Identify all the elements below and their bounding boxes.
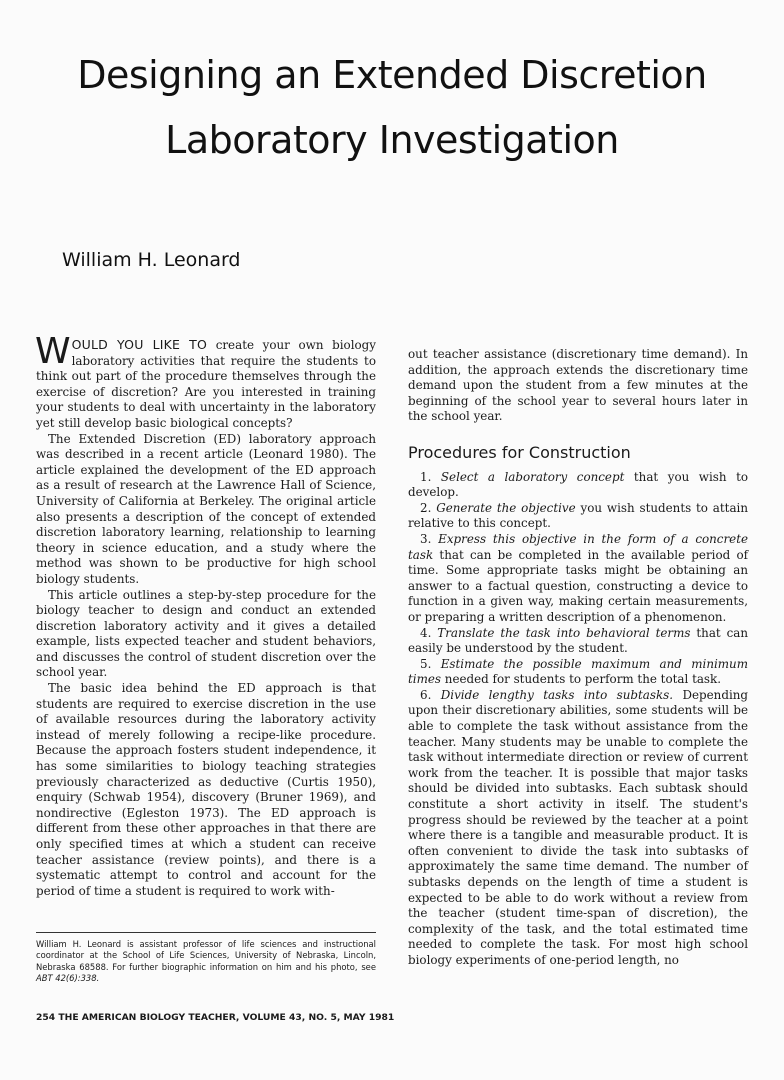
step-emphasis: Express this objective in the form of a concrete task (408, 531, 749, 562)
paragraph: The Extended Discretion (ED) laboratory approach was described in a recent article (Leonard 1980). The article explained the development of the ED approach as a result of research at the Lawrence Hall of Science, University of California at Berkeley. The original article also presents a description of the concept of extended discretion laboratory learning, relationship to learning theory in science education, and a study where the method was shown to be productive for high school biology students. (36, 431, 376, 586)
footnote-divider (36, 932, 376, 933)
paragraph-text: create your own biology laboratory activities that require the students to think out part of the procedure themselves through the exercise of discretion? Are you interested in training your students to deal with uncertainty in the laboratory yet still develop basic biological concepts? (36, 338, 377, 430)
left-column (35, 331, 377, 899)
author-name: William H. Leonard (62, 249, 241, 271)
paragraph: out teacher assistance (discretionary time demand). In addition, the approach extends the discretionary time demand upon the student from a few minutes at the beginning of the school year to several hours later in the school year. (408, 347, 748, 424)
drop-cap: W (35, 331, 71, 372)
step-text: Depending upon their discretionary abilities, some students will be able to complete the task without assistance from the teacher. Many students may be unable to complete the task without intermediate direction or review of current work from the teacher. It is possible that major tasks should be divided into subtasks. Each subtask should constitute a short activity in itself. The student's progress should be reviewed by the teacher at a point where there is a tangible and measurable product. It is often convenient to divide the task into subtasks of approximately the same time demand. The number of subtasks depends on the length of time a student is expected to be able to do work without a review from the teacher (student time-span of discretion), the complexity of the task, and the total estimated time needed to complete the task. For most high school biology experiments of one-period length, no (408, 687, 749, 967)
paragraph (35, 331, 377, 432)
procedure-step (408, 532, 748, 626)
step-text: that can easily be understood by the student. (408, 625, 749, 656)
step-emphasis: Generate the objective (436, 500, 576, 515)
step-number: 4. (420, 625, 432, 640)
footnote-text: William H. Leonard is assistant professor of life sciences and instructional coordinator at the School of Life Sciences, University of Nebraska, Lincoln, Nebraska 68588. For further biographic information on him and his photo, see (36, 939, 376, 972)
step-text: you wish students to attain relative to this concept. (408, 500, 749, 531)
page-footer: 254 THE AMERICAN BIOLOGY TEACHER, VOLUME 43, NO. 5, MAY 1981 (36, 1012, 395, 1023)
step-number: 1. (420, 469, 432, 484)
section-heading: Procedures for Construction (408, 442, 631, 462)
step-number: 5. (420, 656, 432, 671)
article-title-line-2: Laboratory Investigation (165, 118, 619, 162)
author-footnote (36, 939, 376, 985)
step-text: that you wish to develop. (408, 469, 749, 500)
lead-in-caps: OULD YOU LIKE TO (71, 337, 208, 352)
step-text: needed for students to perform the total task. (444, 672, 722, 687)
procedure-step (408, 470, 748, 501)
step-number: 3. (420, 531, 432, 546)
procedure-step (408, 657, 748, 688)
procedure-step (408, 626, 748, 657)
step-number: 6. (420, 687, 432, 702)
right-column (408, 347, 748, 969)
step-emphasis: Select a laboratory concept (440, 469, 625, 484)
procedure-step (408, 501, 748, 532)
step-text: that can be completed in the available period of time. Some appropriate tasks might be obtaining an answer to a factual question, constructing a device to function in a given way, making certain measurements, or preparing a written description of a phenomenon. (408, 547, 749, 624)
footnote-reference: ABT 42(6):338. (36, 973, 100, 984)
article-title-line-1: Designing an Extended Discretion (77, 53, 707, 97)
step-emphasis: Estimate the possible maximum and minimum times (408, 656, 748, 687)
procedure-step (408, 688, 748, 969)
step-emphasis: Divide lengthy tasks into subtasks. (440, 687, 674, 702)
step-number: 2. (420, 500, 432, 515)
step-emphasis: Translate the task into behavioral terms (437, 625, 691, 640)
paragraph: This article outlines a step-by-step procedure for the biology teacher to design and conduct an extended discretion laboratory activity and it gives a detailed example, lists expected teacher and student behaviors, and discusses the control of student discretion over the school year. (36, 587, 376, 680)
paragraph: The basic idea behind the ED approach is that students are required to exercise discretion in the use of available resources during the laboratory activity instead of merely following a recipe-like procedure. Because the approach fosters student independence, it has some similarities to biology teaching strategies previously characterized as deductive (Curtis 1950), enquiry (Schwab 1954), discovery (Bruner 1969), and nondirective (Egleston 1973). The ED approach is different from these other approaches in that there are only specified times at which a student can receive teacher assistance (review points), and there is a systematic attempt to control and account for the period of time a student is required to work with- (36, 681, 376, 898)
